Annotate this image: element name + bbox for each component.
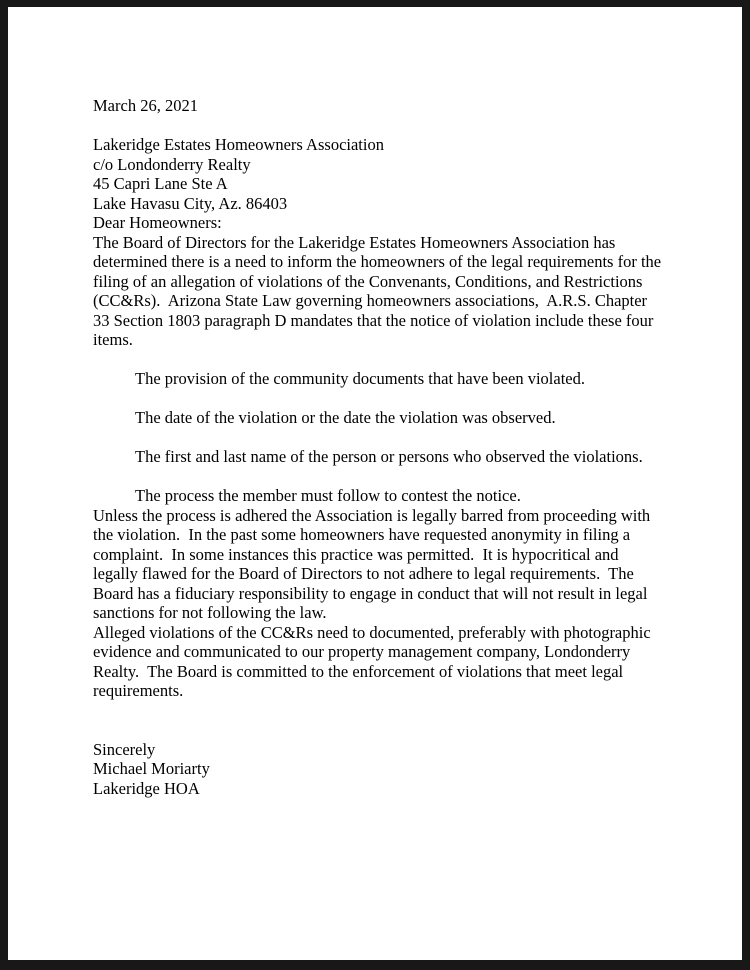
paragraph-process: Unless the process is adhered the Association is legally barred from proceeding with the violation. In the past some homeowners have requested anonymity in filing a complaint. In some instances this practice was permitted. It is hypocritical and legally flawed for the Board of Directors to not adhere to legal requirements. The Board has a fiduciary responsibility to engage in conduct that will not result in legal sanctions for not following the law.	[93, 505, 655, 622]
recipient-city-state-zip: Lake Havasu City, Az. 86403	[93, 193, 288, 213]
letter-paper	[8, 7, 742, 960]
requirement-item-2: The date of the violation or the date the violation was observed.	[135, 408, 556, 427]
paragraph-intro: The Board of Directors for the Lakeridge Estates Homeowners Association has determined there is a need to inform the homeowners of the legal requirements for the filing of an allegation of violations of the Convenants, Conditions, and Restrictions (CC&Rs). Arizona State Law governing homeowners associations, A.R.S. Chapter 33 Section 1803 paragraph D mandates that the notice of violation include these four items.	[93, 232, 666, 349]
requirement-item-3: The first and last name of the person or persons who observed the violations.	[135, 447, 643, 466]
recipient-name: Lakeridge Estates Homeowners Association	[93, 135, 384, 154]
signature-organization: Lakeridge HOA	[93, 778, 200, 798]
letter-date: March 26, 2021	[93, 96, 198, 115]
recipient-address-block	[93, 135, 662, 213]
closing-block	[93, 740, 662, 799]
requirement-item-1: The provision of the community documents that have been violated.	[135, 369, 585, 388]
salutation: Dear Homeowners:	[93, 213, 222, 232]
closing-sincerely: Sincerely	[93, 739, 156, 759]
recipient-care-of: c/o Londonderry Realty	[93, 154, 251, 174]
recipient-street: 45 Capri Lane Ste A	[93, 174, 228, 193]
signature-name: Michael Moriarty	[93, 759, 210, 778]
requirement-item-4: The process the member must follow to contest the notice.	[135, 486, 521, 505]
paragraph-documentation: Alleged violations of the CC&Rs need to documented, preferably with photographic evidence and communicated to our property management company, Londonderry Realty. The Board is committed to the enforcement of violations that meet legal requirements.	[93, 622, 655, 700]
requirements-list	[93, 369, 662, 506]
